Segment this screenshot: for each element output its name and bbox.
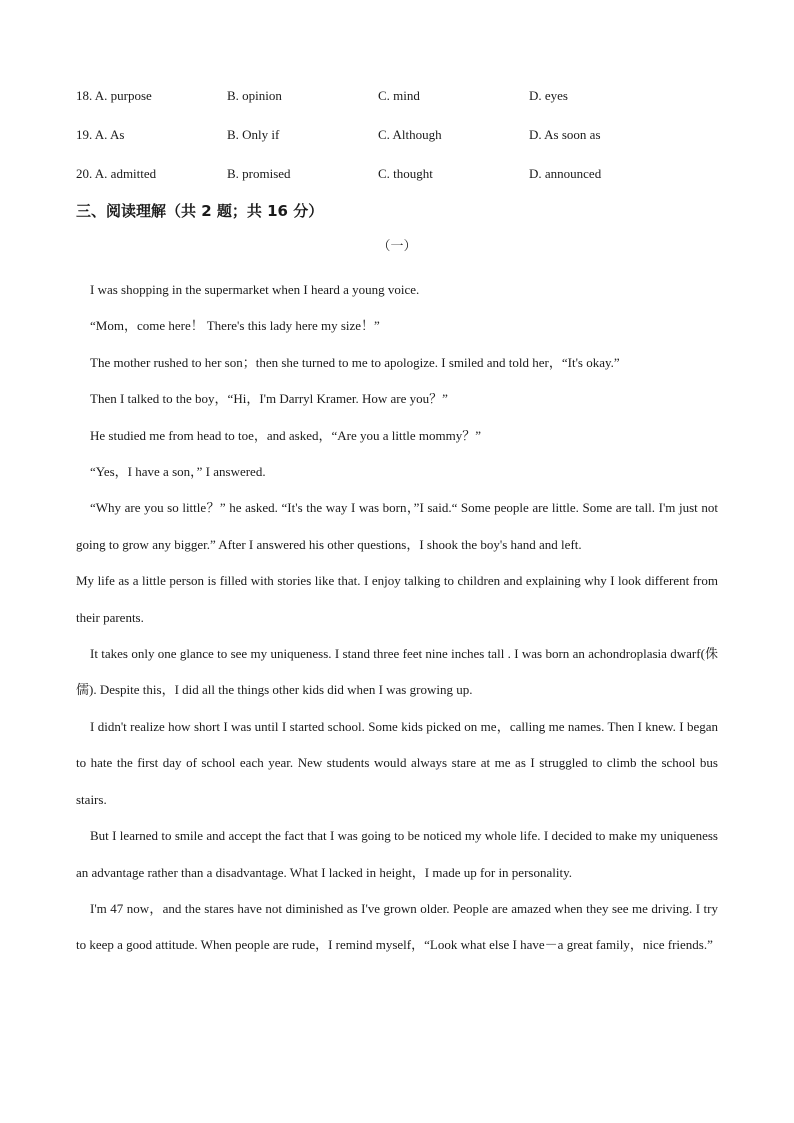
option-b: B. promised [227, 166, 291, 181]
option-d: D. announced [529, 166, 602, 181]
paragraph: The mother rushed to her son；then she turned to me to apologize. I smiled and told her，“It's okay.” [90, 354, 620, 370]
option-a: 20. A. admitted [76, 166, 157, 181]
section-title: 三、阅读理解（共 2 题；共 16 分） [76, 202, 324, 220]
paragraph: Then I talked to the boy，“Hi，I'm Darryl Kramer. How are you？” [90, 391, 448, 407]
paragraph: “Why are you so little？” he asked. “It's the way I was born，”I said.“ Some people are little. Some are tall. I'm just not going to grow any bigger.” After I answered his other questions，I shook the boy's hand and left. [76, 500, 718, 552]
option-d: D. eyes [529, 88, 568, 103]
passage-subtitle: （一） [377, 238, 417, 253]
option-b: B. Only if [227, 127, 280, 142]
option-c: C. mind [378, 88, 420, 103]
option-c: C. Although [378, 127, 442, 142]
option-b: B. opinion [227, 88, 282, 103]
paragraph: I didn't realize how short I was until I started school. Some kids picked on me，calling me names. Then I knew. I began to hate the first day of school each year. New students would always stare at me as I struggled to climb the school bus stairs. [76, 718, 718, 807]
paragraph: “Yes，I have a son，” I answered. [90, 464, 266, 480]
paragraph: “Mom，come here！ There's this lady here my size！” [90, 318, 380, 334]
reading-passage [76, 272, 718, 964]
paragraph: It takes only one glance to see my uniqueness. I stand three feet nine inches tall . I was born an achondroplasia dwarf(侏儒). Despite this，I did all the things other kids did when I was growing up. [76, 646, 718, 698]
paragraph: He studied me from head to toe，and asked，“Are you a little mommy？” [90, 427, 481, 443]
paragraph: I'm 47 now，and the stares have not diminished as I've grown older. People are amazed when they see me driving. I try to keep a good attitude. When people are rude，I remind myself，“Look what else I have－a great family，nice friends.” [76, 900, 718, 953]
option-a: 19. A. As [76, 127, 125, 142]
paragraph: But I learned to smile and accept the fact that I was going to be noticed my whole life. I decided to make my uniqueness an advantage rather than a disadvantage. What I lacked in height，I made up for in personality. [76, 828, 718, 880]
paragraph: I was shopping in the supermarket when I heard a young voice. [90, 282, 420, 297]
option-d: D. As soon as [529, 127, 601, 142]
option-a: 18. A. purpose [76, 88, 152, 103]
paragraph: My life as a little person is filled with stories like that. I enjoy talking to children and explaining why I look different from their parents. [76, 573, 718, 625]
option-c: C. thought [378, 166, 433, 181]
